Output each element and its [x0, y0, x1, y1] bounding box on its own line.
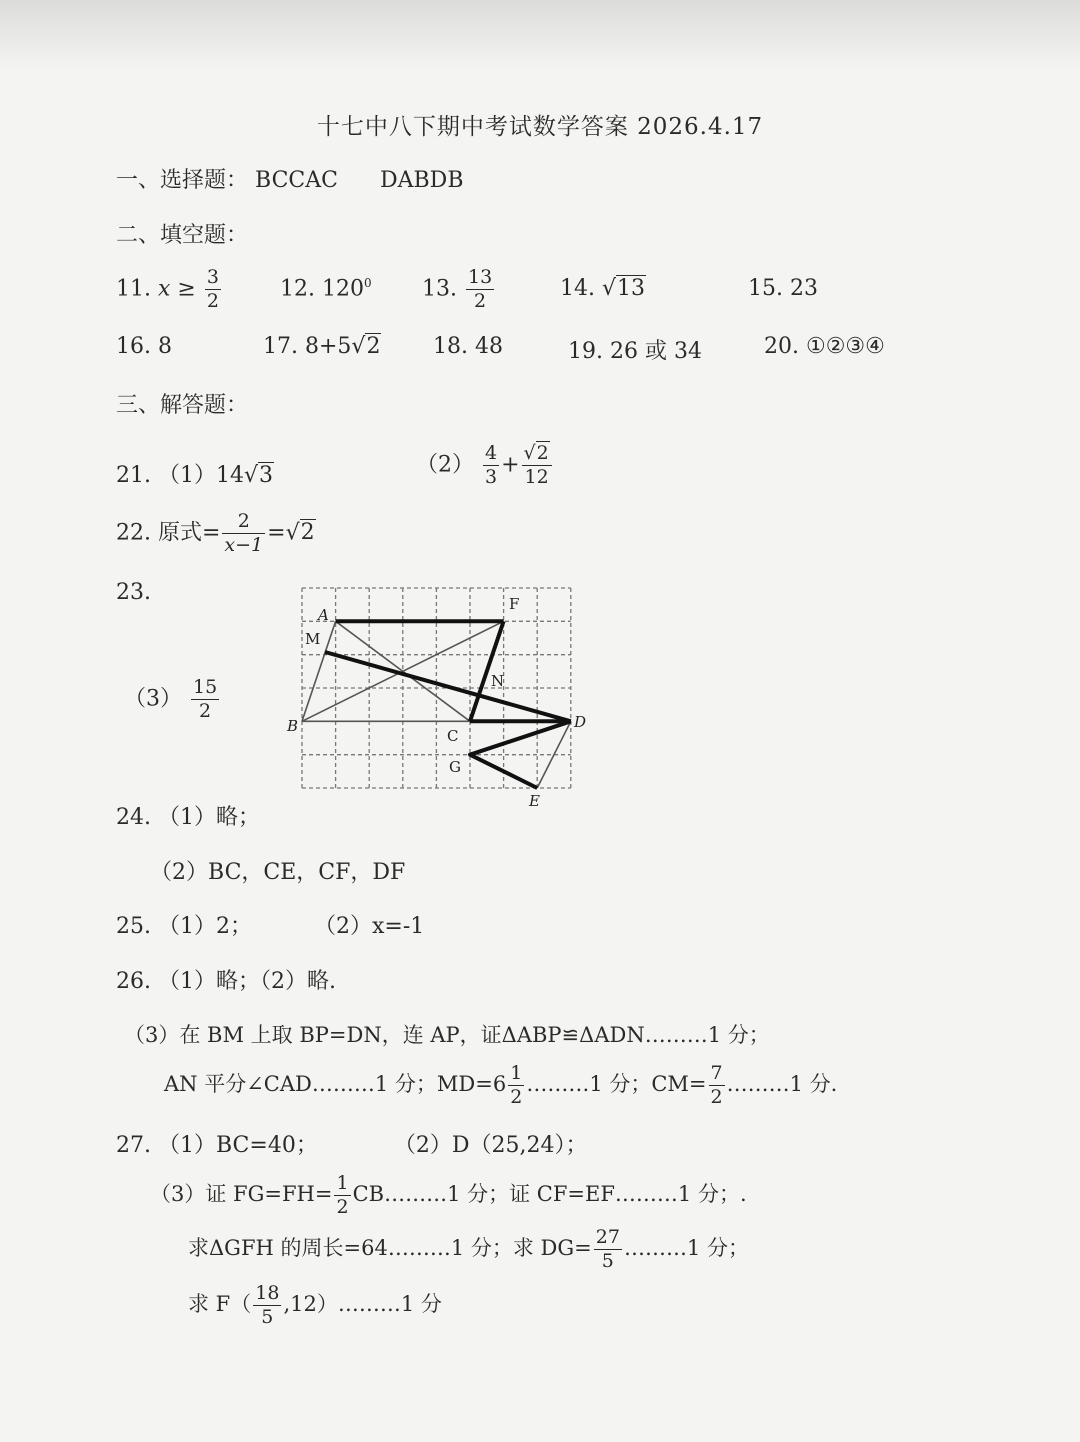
q11-num: 11.: [116, 276, 151, 302]
q27-l2-b: CB………1 分；证 CF=EF………1 分；.: [352, 1181, 747, 1206]
grid-lines: [302, 588, 571, 788]
q26-f2-den: 2: [710, 1085, 723, 1108]
q17-radicand: 2: [366, 334, 381, 359]
q21-p1-text: 21. （1）14: [116, 463, 244, 488]
answer-q26-line3: [164, 1062, 837, 1109]
answer-q26-line1: 26. （1）略；（2）略.: [116, 969, 336, 994]
answer-q21-part2: [416, 442, 554, 489]
q26-f2-num: 7: [710, 1062, 723, 1084]
answer-q16: 16. 8: [116, 334, 172, 359]
q27-l4-b: ,12）………1 分: [283, 1291, 442, 1316]
q21-p1-radicand: 3: [259, 463, 274, 488]
q21-f1-num: 4: [485, 442, 498, 464]
q22-fraction: [222, 510, 265, 557]
label-A: A: [318, 606, 329, 624]
q21-f2-num: [522, 442, 552, 466]
answer-q27-line1: [116, 1128, 587, 1159]
sqrt-icon: √: [285, 520, 300, 546]
q13-numerator: 13: [468, 266, 493, 288]
q25-part1: 25. （1）2；: [116, 914, 252, 939]
q23-num: 23.: [116, 580, 151, 605]
sqrt-icon: √: [351, 334, 366, 359]
answer-q23-part3: [124, 676, 221, 723]
q27-f3-num: 18: [255, 1282, 280, 1304]
label-M: M: [305, 630, 321, 648]
q26-l3-c: ………1 分.: [726, 1071, 838, 1096]
q26-f1-num: 1: [510, 1062, 523, 1084]
answer-q21-part1: [116, 458, 274, 489]
answer-q18: 18. 48: [433, 334, 503, 359]
q27-f1-den: 2: [336, 1195, 349, 1218]
q13-denominator: 2: [474, 289, 487, 312]
q17-text: 17. 8+5: [263, 334, 352, 359]
q27-f2-den: 5: [601, 1249, 614, 1272]
label-G: G: [449, 758, 461, 776]
q14-num: 14.: [560, 276, 595, 301]
answer-q12: [280, 276, 372, 301]
q12-num: 12.: [280, 276, 315, 302]
answer-q27-line2: [150, 1172, 747, 1219]
q26-fraction-1: [508, 1062, 524, 1109]
answer-q22: [116, 510, 316, 557]
label-N: N: [491, 672, 505, 690]
answer-q24-line2: （2）BC，CE，CF，DF: [150, 860, 406, 885]
q27-part1: 27. （1）BC=40；: [116, 1133, 318, 1158]
label-E: E: [529, 792, 540, 810]
q22-denominator: x−1: [224, 533, 264, 556]
label-B: B: [287, 717, 299, 735]
sqrt-icon: √: [602, 276, 617, 301]
q14-radicand: 13: [617, 276, 646, 301]
q27-l4-a: 求 F（: [188, 1291, 252, 1316]
section-choice-label: 一、选择题：: [116, 168, 249, 193]
answer-q17: [263, 334, 381, 359]
q23-fraction: [191, 676, 219, 723]
section-fill-label: 二、填空题：: [116, 223, 249, 248]
q21-p2-label: （2）: [416, 452, 474, 478]
q11-numerator: 3: [206, 266, 219, 288]
q27-l3-b: ………1 分；: [623, 1235, 749, 1260]
choice-answers-1: BCCAC: [255, 168, 338, 193]
q12-value: 120: [322, 276, 364, 302]
q22-prefix: 22. 原式=: [116, 520, 221, 546]
q11-denominator: 2: [206, 289, 219, 312]
q21-fraction-2: [522, 442, 552, 489]
answer-q24-line1: 24. （1）略；: [116, 805, 260, 830]
answer-q13: [422, 266, 496, 313]
q21-f2-den: 12: [524, 465, 549, 488]
q23-numerator: 15: [193, 676, 218, 698]
q21-fraction-1: [483, 442, 499, 489]
answer-q11: [116, 266, 223, 313]
q22-radicand: 2: [300, 520, 315, 546]
q26-l3-a: AN 平分∠CAD………1 分；MD=6: [164, 1071, 507, 1096]
q11-expr: x ≥: [158, 276, 196, 302]
answer-q27-line3: [188, 1226, 749, 1273]
q27-fraction-1: [334, 1172, 350, 1219]
q27-part2: （2）D（25,24）；: [393, 1133, 588, 1158]
q12-degree: 0: [364, 276, 372, 290]
q26-f1-den: 2: [510, 1085, 523, 1108]
q11-fraction: [205, 266, 221, 313]
answer-q14: [560, 276, 646, 301]
q13-fraction: [466, 266, 494, 313]
q26-fraction-2: [709, 1062, 725, 1109]
choice-answers-2: DABDB: [379, 168, 464, 193]
q23-p3-label: （3）: [124, 686, 182, 712]
q27-l2-a: （3）证 FG=FH=: [150, 1181, 333, 1206]
q21-plus: +: [501, 452, 520, 478]
q27-fraction-2: [594, 1226, 622, 1273]
sqrt-icon: √: [523, 442, 536, 464]
section-choice: [116, 163, 463, 194]
q27-l3-a: 求ΔGFH 的周长=64………1 分；求 DG=: [188, 1235, 592, 1260]
answer-q19: 19. 26 或 34: [568, 339, 702, 364]
answer-q25: [116, 909, 424, 940]
q22-numerator: 2: [222, 510, 265, 534]
answer-q15: 15. 23: [748, 276, 818, 301]
q23-denominator: 2: [199, 699, 212, 722]
q26-l3-b: ………1 分；CM=: [526, 1071, 707, 1096]
section-solve-label: 三、解答题：: [116, 393, 249, 418]
q21-f1-den: 3: [485, 465, 498, 488]
answer-q27-line4: [188, 1282, 442, 1329]
q27-f3-den: 5: [261, 1305, 274, 1328]
label-C: C: [447, 727, 459, 745]
q27-f2-num: 27: [595, 1226, 620, 1248]
label-F: F: [509, 595, 520, 613]
q23-grid-figure: [285, 582, 595, 812]
q27-f1-num: 1: [336, 1172, 349, 1194]
page-title: 十七中八下期中考试数学答案 2026.4.17: [316, 114, 764, 140]
answer-q26-line2: （3）在 BM 上取 BP=DN，连 AP，证ΔABP≌ΔADN………1 分；: [124, 1023, 770, 1047]
sqrt-icon: √: [243, 463, 259, 488]
q13-num: 13.: [422, 276, 457, 302]
answer-q20: 20. ①②③④: [764, 334, 885, 359]
label-D: D: [574, 713, 587, 731]
q25-part2: （2）x=-1: [313, 914, 425, 939]
q21-f2-radicand: 2: [536, 442, 549, 464]
q27-fraction-3: [253, 1282, 281, 1329]
q22-equals: =: [267, 520, 286, 546]
